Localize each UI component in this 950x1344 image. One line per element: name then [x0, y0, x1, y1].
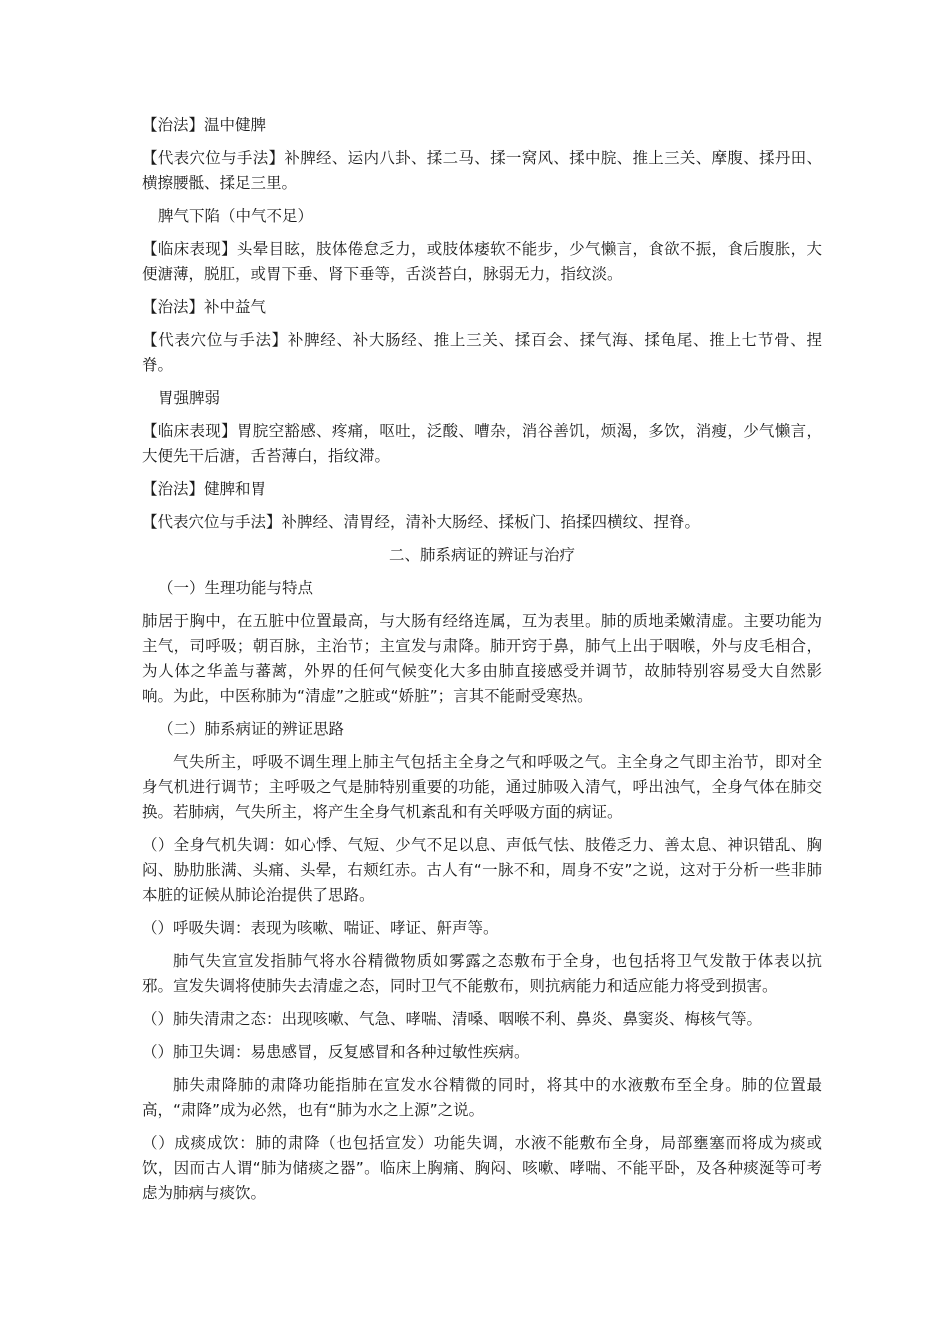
spleen-qi-sinking-points: 【代表穴位与手法】补脾经、补大肠经、推上三关、揉百会、揉气海、揉龟尾、推上七节骨、捏脊。	[142, 331, 822, 374]
clearing-item: （）肺失清肃之态：出现咳嗽、气急、哮喘、清嗓、咽喉不利、鼻炎、鼻窦炎、梅核气等。	[142, 1010, 763, 1028]
qi-failure-text: 气失所主，呼吸不调生理上肺主气包括主全身之气和呼吸之气。主全身之气即主治节，即对全身气机进行调节；主呼吸之气是肺特别重要的功能，通过肺吸入清气，呼出浊气，全身气体在肺交换。若肺病，气失所主，将产生全身气机紊乱和有关呼吸方面的病证。	[142, 753, 822, 821]
breathing-item: （）呼吸失调：表现为咳嗽、喘证、哮证、鼾声等。	[142, 919, 499, 937]
spleen-yang-treatment: 【治法】温中健脾	[142, 116, 267, 134]
dispersing-text: 肺气失宣宣发指肺气将水谷精微物质如雾露之态敷布于全身，也包括将卫气发散于体表以抗邪。宣发失调将使肺失去清虚之态，同时卫气不能敷布，则抗病能力和适应能力将受到损害。	[142, 952, 822, 995]
document-body	[142, 113, 822, 1214]
spleen-yang-points: 【代表穴位与手法】补脾经、运内八卦、揉二马、揉一窝风、揉中脘、推上三关、摩腹、揉丹田、横擦腰骶、揉足三里。	[142, 149, 822, 192]
lung-physiology-heading: （一）生理功能与特点	[158, 579, 314, 597]
spleen-qi-sinking-symptoms: 【临床表现】头晕目眩，肢体倦怠乏力，或肢体痿软不能步，少气懒言，食欲不振，食后腹胀，大便溏薄，脱肛，或胃下垂、肾下垂等，舌淡苔白，脉弱无力，指纹淡。	[142, 240, 822, 283]
stomach-strong-treatment: 【治法】健脾和胃	[142, 480, 267, 498]
lung-diagnosis-heading: （二）肺系病证的辨证思路	[158, 720, 345, 738]
defense-item: （）肺卫失调：易患感冒，反复感冒和各种过敏性疾病。	[142, 1043, 530, 1061]
stomach-strong-heading: 胃强脾弱	[158, 389, 221, 407]
lung-section-title: 二、肺系病证的辨证与治疗	[388, 546, 575, 564]
spleen-qi-sinking-treatment: 【治法】补中益气	[142, 298, 267, 316]
stomach-strong-points: 【代表穴位与手法】补脾经、清胃经，清补大肠经、揉板门、掐揉四横纹、捏脊。	[142, 513, 701, 531]
qi-disorder-item: （）全身气机失调：如心悸、气短、少气不足以息、声低气怯、肢倦乏力、善太息、神识错乱、胸闷、胁肋胀满、头痛、头晕，右颊红赤。古人有“一脉不和，周身不安”之说，这对于分析一些非肺本脏的证候从肺论治提供了思路。	[142, 836, 822, 904]
lung-physiology-text: 肺居于胸中，在五脏中位置最高，与大肠有经络连属，互为表里。肺的质地柔嫩清虚。主要功能为主气，司呼吸；朝百脉，主治节；主宣发与肃降。肺开窍于鼻，肺气上出于咽喉，外与皮毛相合，为人体之华盖与蕃蓠，外界的任何气候变化大多由肺直接感受并调节，故肺特别容易受大自然影响。为此，中医称肺为“清虚”之脏或“娇脏”；言其不能耐受寒热。	[142, 612, 822, 705]
phlegm-item: （）成痰成饮：肺的肃降（也包括宣发）功能失调，水液不能敷布全身，局部壅塞而将成为痰或饮，因而古人谓“肺为储痰之器”。临床上胸痛、胸闷、咳嗽、哮喘、不能平卧，及各种痰涎等可考虑为肺病与痰饮。	[142, 1134, 822, 1202]
spleen-qi-sinking-heading: 脾气下陷（中气不足）	[158, 207, 314, 225]
stomach-strong-symptoms: 【临床表现】胃脘空豁感、疼痛，呕吐，泛酸、嘈杂，消谷善饥，烦渴，多饮，消瘦，少气懒言，大便先干后溏，舌苔薄白，指纹滞。	[142, 422, 822, 465]
descending-text: 肺失肃降肺的肃降功能指肺在宣发水谷精微的同时，将其中的水液敷布至全身。肺的位置最高，“肃降”成为必然，也有“肺为水之上源”之说。	[142, 1076, 822, 1119]
